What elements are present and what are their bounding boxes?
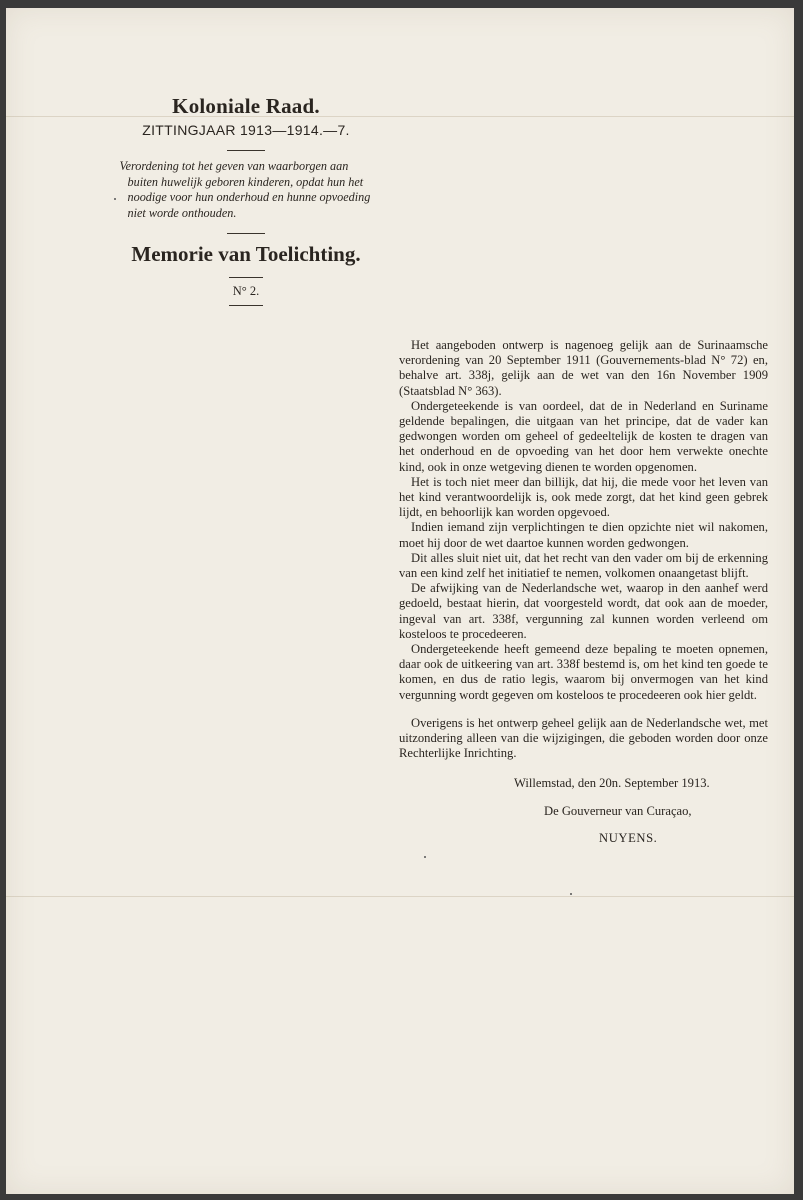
page-fold bbox=[6, 896, 794, 897]
explanation-text bbox=[399, 338, 768, 846]
paragraph: Overigens is het ontwerp geheel gelijk aan de Nederlandsche wet, met uitzondering alleen van die wijzigingen, die geboden worden door onze Rechterlijke Inrichting. bbox=[399, 715, 768, 761]
paragraph: Het aangeboden ontwerp is nagenoeg gelijk aan de Surinaamsche verordening van 20 September 1911 (Gouvernements-blad N° 72) en, behalve art. 338j, gelijk aan de wet van den 16n November 1909 (Staatsblad N° 363). bbox=[399, 338, 768, 398]
place-date: Willemstad, den 20n. September 1913. bbox=[514, 776, 710, 791]
governor-title: De Gouverneur van Curaçao, bbox=[544, 803, 692, 818]
signature-name: NUYENS. bbox=[599, 830, 658, 845]
divider bbox=[229, 277, 263, 278]
paragraph: De afwijking van de Nederlandsche wet, waarop in den aanhef werd gedoeld, bestaat hierin, dat voorgesteld wordt, dat ook aan de moeder, ingeval van art. 338f, vergunning zal kunnen worden verleend om kosteloos te procedeeren. bbox=[399, 581, 768, 641]
ink-speck bbox=[114, 198, 116, 200]
paragraph: Ondergeteekende is van oordeel, dat de in Nederland en Suriname geldende bepalingen, die uitgaan van het principe, dat de vader kan gedwongen worden om geheel of gedeeltelijk de kosten te dragen van het onderhoud en de opvoeding van het door hem verwekte onechte kind, ook in onze wetgeving dienen te worden opgenomen. bbox=[399, 398, 768, 474]
ink-speck bbox=[570, 893, 572, 895]
divider bbox=[227, 150, 265, 151]
document-page bbox=[6, 8, 794, 1194]
paragraph: Het is toch niet meer dan billijk, dat hij, die mede voor het leven van het kind verantwoordelijk is, ook mede zorgt, dat het kind geen gebrek lijdt, en behoorlijk kan worden opgevoed. bbox=[399, 474, 768, 520]
paragraph: Ondergeteekende heeft gemeend deze bepaling te moeten opnemen, daar ook de uitkeering van art. 338f bestemd is, om het kind ten goede te komen, en dus de ratio legis, waarom bij onvermogen van het kind vergunning wordt gegeven om kosteloos te procedeeren ook hier geldt. bbox=[399, 642, 768, 702]
paragraph: Indien iemand zijn verplichtingen te dien opzichte niet wil nakomen, moet hij door de wet daartoe kunnen worden gedwongen. bbox=[399, 520, 768, 550]
session-year: ZITTINGJAAR 1913—1914.—7. bbox=[142, 122, 350, 138]
paragraph: Dit alles sluit niet uit, dat het recht van den vader om bij de erkenning van een kind zelf het initiatief te nemen, volkomen onaangetast blijft. bbox=[399, 550, 768, 581]
ordinance-subtitle: Verordening tot het geven van waarborgen aan buiten huwelijk geboren kinderen, opdat hun het noodige voor hun onderhoud en hunne opvoeding niet worde onthouden. bbox=[119, 159, 371, 220]
header-block bbox=[116, 94, 376, 306]
divider bbox=[227, 233, 265, 234]
memorie-heading: Memorie van Toelichting. bbox=[131, 242, 361, 266]
ink-speck bbox=[424, 856, 426, 858]
document-number: N° 2. bbox=[232, 284, 260, 298]
divider bbox=[229, 305, 263, 306]
council-title: Koloniale Raad. bbox=[172, 94, 320, 118]
